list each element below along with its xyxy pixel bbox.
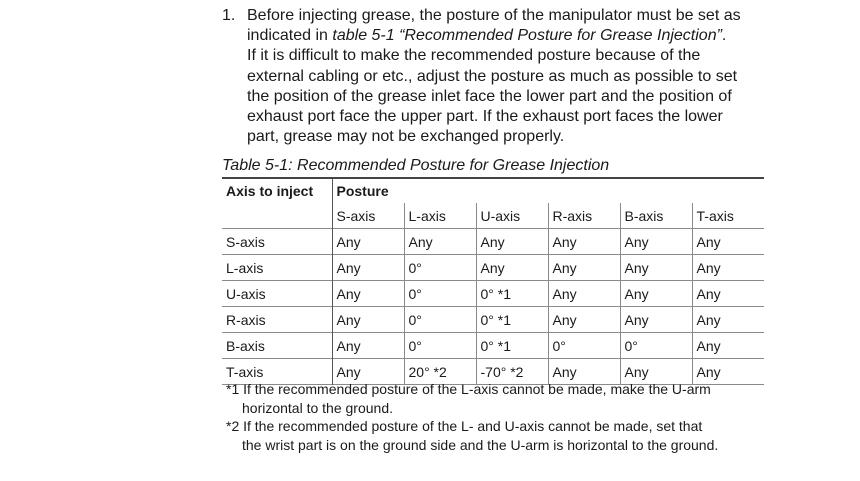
table-cell: -70° *2: [476, 359, 548, 385]
table-cell: Any: [548, 229, 620, 255]
step-line: If it is difficult to make the recommended posture because of the: [247, 47, 701, 65]
table-cell: Any: [332, 307, 404, 333]
table-cell: Any: [548, 281, 620, 307]
table-cell: Any: [548, 255, 620, 281]
axis-column-header: Axis to inject: [226, 183, 314, 199]
table-cell: 0°: [404, 281, 476, 307]
table-cell: 0°: [404, 255, 476, 281]
table-cell: Any: [692, 229, 764, 255]
table-cell: 0° *1: [476, 307, 548, 333]
table-cell: Any: [332, 281, 404, 307]
table-row: [222, 307, 764, 333]
row-axis: S-axis: [226, 233, 265, 250]
table-cell: Any: [332, 229, 404, 255]
note-line: horizontal to the ground.: [242, 399, 393, 416]
table-header-row: [222, 178, 764, 203]
table-cell: Any: [620, 229, 692, 255]
row-axis: L-axis: [226, 259, 264, 276]
posture-table: [222, 177, 764, 385]
table-cell: Any: [404, 229, 476, 255]
table-cell: Any: [548, 359, 620, 385]
note-line: *1 If the recommended posture of the L-axis cannot be made, make the U-arm: [226, 381, 711, 397]
step-line: the position of the grease inlet face the lower part and the position of: [247, 87, 732, 105]
table-cell: Any: [332, 333, 404, 359]
posture-header: Posture: [332, 178, 764, 203]
table-cell: Any: [692, 333, 764, 359]
step-line: external cabling or etc., adjust the posture as much as possible to set: [247, 67, 738, 85]
table-cell: 0° *1: [476, 333, 548, 359]
table-cell: Any: [692, 255, 764, 281]
table-cell: 0°: [404, 307, 476, 333]
table-cell: Any: [548, 307, 620, 333]
column-header: R-axis: [548, 203, 620, 229]
table-cell: 20° *2: [404, 359, 476, 385]
table-row: [222, 255, 764, 281]
table-reference: table 5-1 “Recommended Posture for Grease Injection”: [332, 27, 722, 45]
table-cell: 0°: [620, 333, 692, 359]
table-cell: Any: [620, 281, 692, 307]
step-line: Before injecting grease, the posture of the manipulator must be set as: [247, 7, 741, 24]
table-cell: Any: [476, 255, 548, 281]
column-header: U-axis: [476, 203, 548, 229]
table-notes: [226, 380, 718, 454]
table-cell: 0°: [404, 333, 476, 359]
step-line: exhaust port face the upper part. If the exhaust port faces the lower: [247, 108, 723, 126]
table-cell: 0° *1: [476, 281, 548, 307]
table-subheader-row: [222, 203, 764, 229]
note-line: the wrist part is on the ground side and the U-arm is horizontal to the ground.: [242, 436, 719, 453]
table-cell: Any: [692, 359, 764, 385]
table-cell: Any: [332, 255, 404, 281]
table-cell: Any: [476, 229, 548, 255]
step-number: 1.: [222, 7, 236, 24]
table-caption: Table 5-1: Recommended Posture for Grease Injection: [222, 157, 610, 174]
row-axis: U-axis: [226, 285, 266, 302]
column-header: L-axis: [404, 203, 476, 229]
column-header: T-axis: [692, 203, 764, 229]
table-cell: Any: [692, 281, 764, 307]
row-axis: T-axis: [226, 363, 264, 380]
step-text: [247, 6, 787, 147]
table-cell: Any: [620, 359, 692, 385]
step-line: part, grease may not be exchanged properly.: [247, 128, 565, 146]
column-header: S-axis: [332, 203, 404, 229]
note-line: *2 If the recommended posture of the L- and U-axis cannot be made, set that: [226, 418, 703, 434]
table-cell: Any: [620, 255, 692, 281]
step-line: indicated in table 5-1 “Recommended Posture for Grease Injection”.: [247, 27, 727, 45]
row-axis: B-axis: [226, 337, 265, 354]
table-row: [222, 281, 764, 307]
table-cell: Any: [692, 307, 764, 333]
column-header: B-axis: [620, 203, 692, 229]
row-axis: R-axis: [226, 311, 266, 328]
table-row: [222, 229, 764, 255]
table-cell: 0°: [548, 333, 620, 359]
table-row: [222, 333, 764, 359]
table-cell: Any: [332, 359, 404, 385]
table-cell: Any: [620, 307, 692, 333]
